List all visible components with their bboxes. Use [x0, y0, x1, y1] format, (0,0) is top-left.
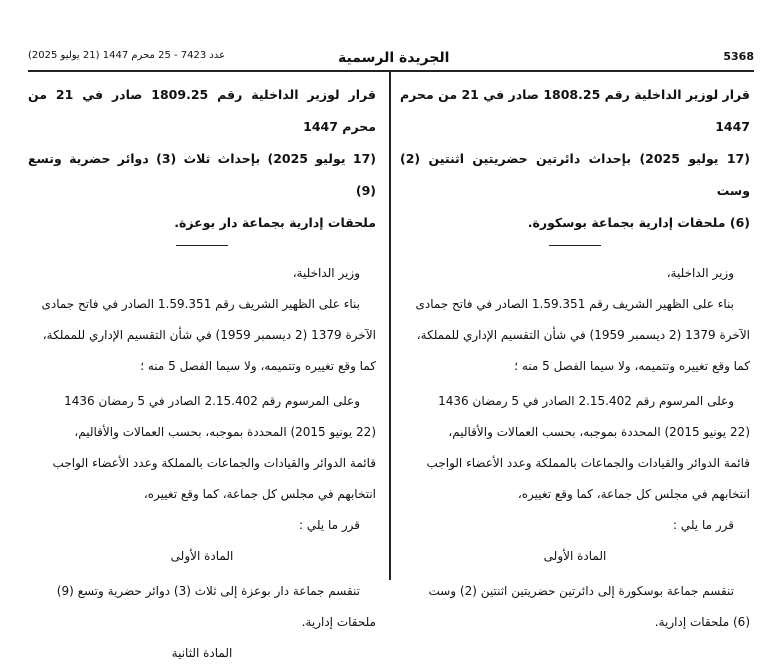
column-divider [389, 72, 391, 580]
preamble-paragraph-1 [28, 289, 376, 382]
text-line: بناء على الظهير الشريف رقم 1.59.351 الصادر في فاتح جمادى [41, 297, 360, 311]
decides-line: قرر ما يلي : [298, 518, 360, 532]
right-column-decree [400, 72, 750, 638]
article-1-heading: المادة الأولى [543, 549, 607, 563]
gazette-title: الجريدة الرسمية [338, 50, 450, 66]
article-2-heading-partial: المادة الثانية [171, 646, 233, 660]
page-number: 5368 [723, 50, 754, 63]
title-line: قرار لوزير الداخلية رقم 1809.25 صادر في 21 من محرم 1447 [28, 87, 376, 134]
text-line: كما وقع تغييره وتتميمه، ولا سيما الفصل 5 منه ؛ [140, 359, 376, 373]
page-header [28, 46, 754, 72]
decree-title [400, 72, 750, 239]
text-line: الآخرة 1379 (2 ديسمبر 1959) في شأن التقسيم الإداري للمملكة، [416, 328, 750, 342]
preamble-paragraph-2 [28, 386, 376, 510]
preamble-paragraph-1 [400, 289, 750, 382]
title-line: (6) ملحقات إدارية بجماعة بوسكورة. [527, 215, 750, 230]
title-line: (17 يوليو 2025) بإحداث دائرتين حضريتين اثنتين (2) وست [400, 151, 750, 198]
text-line: تنقسم جماعة بوسكورة إلى دائرتين حضريتين اثنتين (2) وست [428, 584, 734, 598]
issue-info: عدد 7423 - 25 محرم 1447 (21 يوليو 2025) [28, 50, 226, 61]
text-line: (22 يونيو 2015) المحددة بموجبه، بحسب العمالات والأقاليم، [74, 425, 376, 439]
preamble-paragraph-2 [400, 386, 750, 510]
text-line: انتخابهم في مجلس كل جماعة، كما وقع تغييره، [517, 487, 750, 501]
article-1-text [400, 576, 750, 638]
text-line: تنقسم جماعة دار بوعزة إلى ثلاث (3) دوائر حضرية وتسع (9) [56, 584, 360, 598]
decides-line: قرر ما يلي : [672, 518, 734, 532]
minister-line: وزير الداخلية، [292, 266, 360, 280]
text-line: وعلى المرسوم رقم 2.15.402 الصادر في 5 رمضان 1436 [438, 394, 734, 408]
article-1-text [28, 576, 376, 638]
text-line: (6) ملحقات إدارية. [654, 615, 750, 629]
minister-line: وزير الداخلية، [666, 266, 734, 280]
text-line: (22 يونيو 2015) المحددة بموجبه، بحسب العمالات والأقاليم، [448, 425, 750, 439]
title-line: قرار لوزير الداخلية رقم 1808.25 صادر في 21 من محرم 1447 [400, 87, 750, 134]
article-1-heading: المادة الأولى [170, 549, 234, 563]
text-line: الآخرة 1379 (2 ديسمبر 1959) في شأن التقسيم الإداري للمملكة، [42, 328, 376, 342]
left-column-decree [28, 72, 376, 660]
text-line: انتخابهم في مجلس كل جماعة، كما وقع تغييره، [143, 487, 376, 501]
title-line: ملحقات إدارية بجماعة دار بوعزة. [174, 215, 376, 230]
text-line: كما وقع تغييره وتتميمه، ولا سيما الفصل 5 منه ؛ [514, 359, 750, 373]
separator-rule [549, 245, 601, 246]
text-line: قائمة الدوائر والقيادات والجماعات بالمملكة وعدد الأعضاء الواجب [52, 456, 376, 470]
decree-title [28, 72, 376, 239]
text-line: وعلى المرسوم رقم 2.15.402 الصادر في 5 رمضان 1436 [64, 394, 360, 408]
title-line: (17 يوليو 2025) بإحداث ثلاث (3) دوائر حضرية وتسع (9) [28, 151, 376, 198]
text-line: قائمة الدوائر والقيادات والجماعات بالمملكة وعدد الأعضاء الواجب [426, 456, 750, 470]
separator-rule [176, 245, 228, 246]
text-line: بناء على الظهير الشريف رقم 1.59.351 الصادر في فاتح جمادى [415, 297, 734, 311]
text-line: ملحقات إدارية. [301, 615, 376, 629]
